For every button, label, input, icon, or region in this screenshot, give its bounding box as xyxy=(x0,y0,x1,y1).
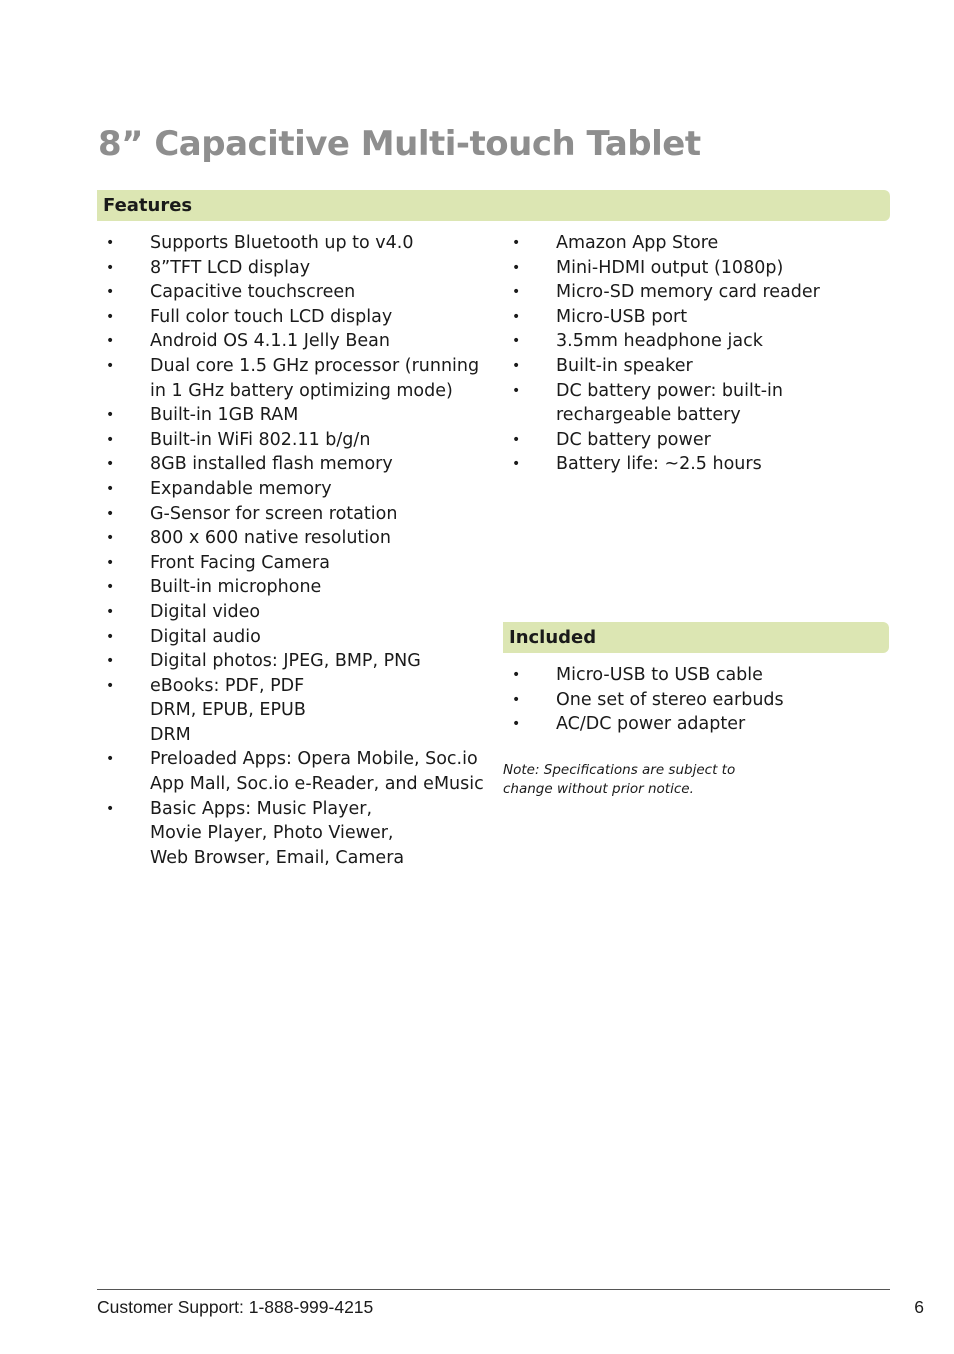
list-item: • Expandable memory xyxy=(106,477,486,502)
list-item: • One set of stereo earbuds xyxy=(512,688,882,713)
list-item: • Built-in microphone xyxy=(106,575,486,600)
features-list-left xyxy=(106,231,486,870)
list-item: • Preloaded Apps: Opera Mobile, Soc.io App Mall, Soc.io e-Reader, and eMusic xyxy=(106,747,486,796)
list-item: • eBooks: PDF, PDF DRM, EPUB, EPUB DRM xyxy=(106,674,350,748)
list-item: • AC/DC power adapter xyxy=(512,712,882,737)
list-item: • Built-in speaker xyxy=(512,354,882,379)
list-item: • DC battery power: built-in rechargeable battery xyxy=(512,379,786,428)
list-item: • Digital video xyxy=(106,600,486,625)
list-item: • Micro-SD memory card reader xyxy=(512,280,882,305)
list-item: • Front Facing Camera xyxy=(106,551,486,576)
features-heading: Features xyxy=(103,195,193,216)
list-item: • DC battery power xyxy=(512,428,882,453)
footer-divider xyxy=(97,1289,890,1290)
page-title: 8” Capacitive Multi-touch Tablet xyxy=(98,124,701,164)
list-item: • Mini-HDMI output (1080p) xyxy=(512,256,882,281)
features-heading-bar xyxy=(97,190,890,221)
list-item: • Android OS 4.1.1 Jelly Bean xyxy=(106,329,486,354)
included-list xyxy=(512,663,882,737)
list-item: • Capacitive touchscreen xyxy=(106,280,486,305)
list-item: • Micro-USB port xyxy=(512,305,882,330)
list-item: • 3.5mm headphone jack xyxy=(512,329,882,354)
list-item: • Micro-USB to USB cable xyxy=(512,663,882,688)
list-item: • 800 x 600 native resolution xyxy=(106,526,486,551)
list-item: • Dual core 1.5 GHz processor (running in 1 GHz battery optimizing mode) xyxy=(106,354,486,403)
list-item: • Full color touch LCD display xyxy=(106,305,486,330)
features-list-right xyxy=(512,231,882,477)
list-item: • Basic Apps: Music Player, Movie Player, Photo Viewer, Web Browser, Email, Camera xyxy=(106,797,420,871)
list-item: • Digital audio xyxy=(106,625,486,650)
specification-note: Note: Specifications are subject to change without prior notice. xyxy=(503,762,736,797)
included-heading: Included xyxy=(509,627,597,648)
list-item: • Amazon App Store xyxy=(512,231,882,256)
included-heading-bar xyxy=(503,622,889,653)
list-item: • Digital photos: JPEG, BMP, PNG xyxy=(106,649,486,674)
list-item: • Battery life: ~2.5 hours xyxy=(512,452,882,477)
list-item: • Supports Bluetooth up to v4.0 xyxy=(106,231,486,256)
customer-support-text: Customer Support: 1-888-999-4215 xyxy=(97,1297,374,1317)
list-item: • Built-in WiFi 802.11 b/g/n xyxy=(106,428,486,453)
list-item: • Built-in 1GB RAM xyxy=(106,403,486,428)
list-item: • G-Sensor for screen rotation xyxy=(106,502,486,527)
page-number: 6 xyxy=(914,1297,924,1317)
list-item: • 8GB installed flash memory xyxy=(106,452,486,477)
list-item: • 8”TFT LCD display xyxy=(106,256,486,281)
